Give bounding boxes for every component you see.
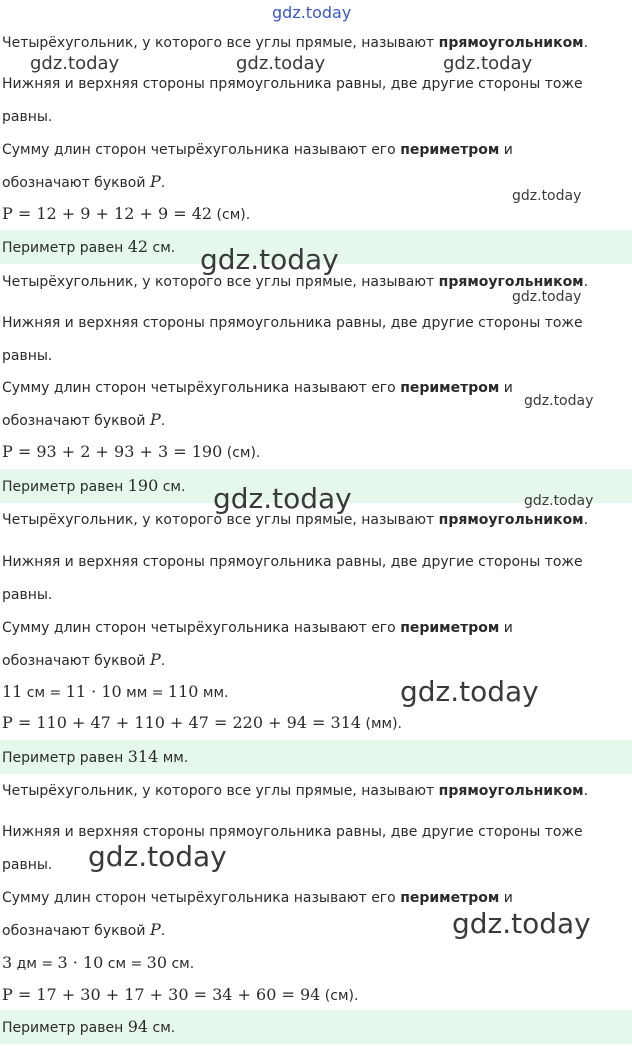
definition-rectangle: Четырёхугольник, у которого все углы прямые, называют прямоугольником. xyxy=(2,35,589,51)
watermark: gdz.today xyxy=(452,907,591,940)
definition-rectangle: Четырёхугольник, у которого все углы прямые, называют прямоугольником. xyxy=(2,512,589,528)
watermark: gdz.today xyxy=(272,3,352,22)
answer-line: Периметр равен 190 см. xyxy=(2,476,186,495)
watermark: gdz.today xyxy=(524,393,594,409)
watermark: gdz.today xyxy=(200,243,339,276)
definition-sides-cont: равны. xyxy=(2,348,53,364)
answer-line: Периметр равен 42 см. xyxy=(2,237,176,256)
definition-sides: Нижняя и верхняя стороны прямоугольника равны, две другие стороны тоже xyxy=(2,554,583,570)
definition-perimeter: Сумму длин сторон четырёхугольника называют его периметром и xyxy=(2,142,513,158)
definition-perimeter: Сумму длин сторон четырёхугольника называют его периметром и xyxy=(2,620,513,636)
watermark: gdz.today xyxy=(512,289,582,305)
watermark: gdz.today xyxy=(213,482,352,515)
watermark: gdz.today xyxy=(524,493,594,509)
watermark: gdz.today xyxy=(30,53,120,74)
definition-rectangle: Четырёхугольник, у которого все углы прямые, называют прямоугольником. xyxy=(2,783,589,799)
definition-letter: обозначают буквой P. xyxy=(2,410,166,429)
watermark: gdz.today xyxy=(512,188,582,204)
definition-letter: обозначают буквой P. xyxy=(2,920,166,939)
perimeter-formula: P = 17 + 30 + 17 + 30 = 34 + 60 = 94 (см). xyxy=(2,985,359,1004)
watermark: gdz.today xyxy=(443,53,533,74)
definition-sides: Нижняя и верхняя стороны прямоугольника равны, две другие стороны тоже xyxy=(2,315,583,331)
definition-sides-cont: равны. xyxy=(2,587,53,603)
definition-rectangle: Четырёхугольник, у которого все углы прямые, называют прямоугольником. xyxy=(2,274,589,290)
definition-sides: Нижняя и верхняя стороны прямоугольника равны, две другие стороны тоже xyxy=(2,824,583,840)
perimeter-formula: P = 12 + 9 + 12 + 9 = 42 (см). xyxy=(2,204,251,223)
definition-perimeter: Сумму длин сторон четырёхугольника называют его периметром и xyxy=(2,890,513,906)
watermark: gdz.today xyxy=(400,675,539,708)
unit-conversion: 3 дм = 3 · 10 см = 30 см. xyxy=(2,953,195,972)
unit-conversion: 11 см = 11 · 10 мм = 110 мм. xyxy=(2,682,229,701)
perimeter-formula: P = 110 + 47 + 110 + 47 = 220 + 94 = 314 (мм). xyxy=(2,713,402,732)
answer-line: Периметр равен 314 мм. xyxy=(2,747,189,766)
definition-letter: обозначают буквой P. xyxy=(2,650,166,669)
perimeter-formula: P = 93 + 2 + 93 + 3 = 190 (см). xyxy=(2,442,261,461)
watermark: gdz.today xyxy=(236,53,326,74)
definition-perimeter: Сумму длин сторон четырёхугольника называют его периметром и xyxy=(2,380,513,396)
definition-sides-cont: равны. xyxy=(2,857,53,873)
definition-sides-cont: равны. xyxy=(2,109,53,125)
answer-line: Периметр равен 94 см. xyxy=(2,1017,176,1036)
watermark: gdz.today xyxy=(88,840,227,873)
definition-sides: Нижняя и верхняя стороны прямоугольника равны, две другие стороны тоже xyxy=(2,76,583,92)
definition-letter: обозначают буквой P. xyxy=(2,172,166,191)
